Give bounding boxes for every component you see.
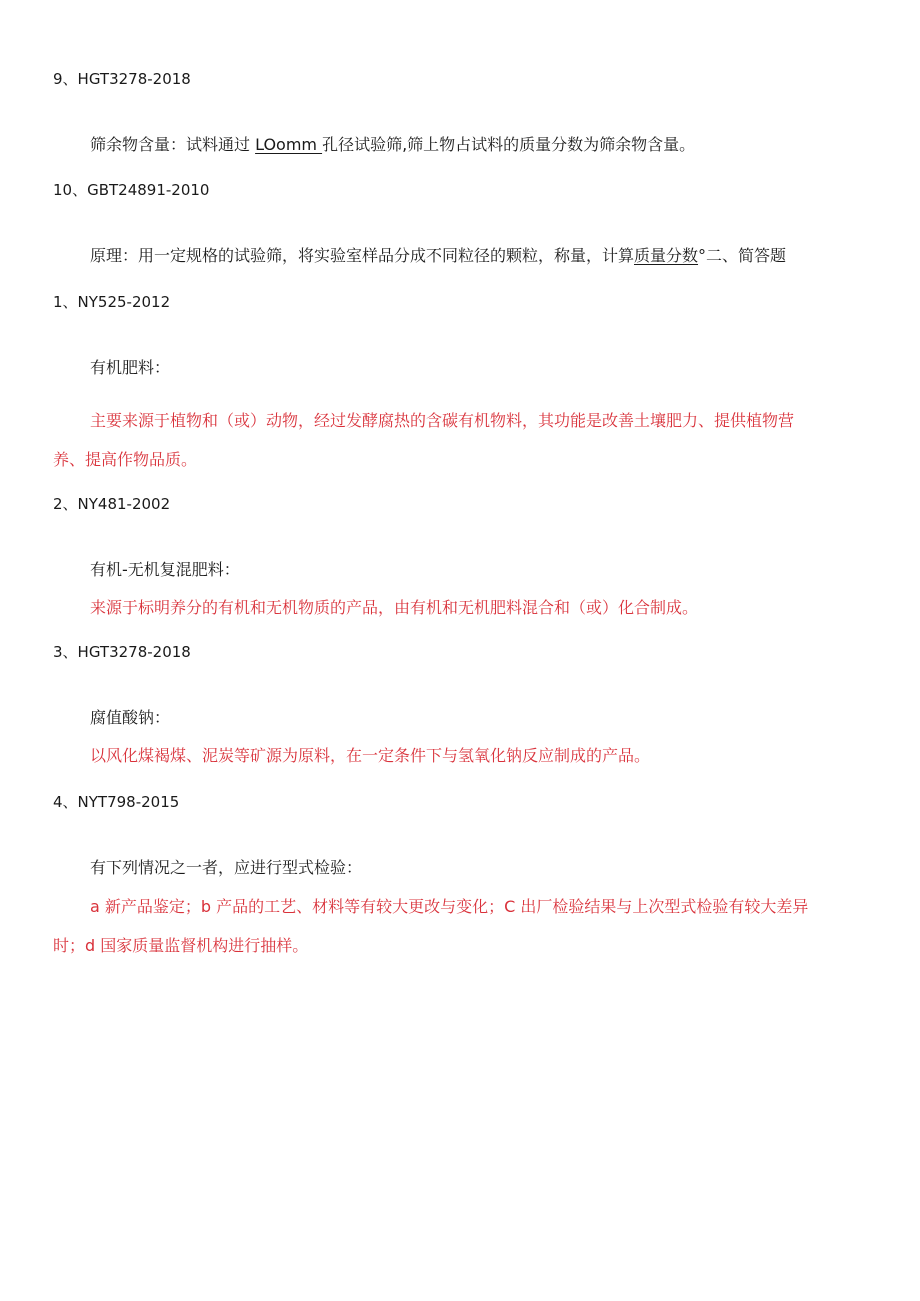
section-10-heading: 10、GBT24891-2010 [53,181,210,199]
question-1-heading: 1、NY525-2012 [53,293,171,311]
question-2-answer-line-1: 来源于标明养分的有机和无机物质的产品，由有机和无机肥料混合和（或）化合制成。 [90,598,699,617]
section-9-definition [90,134,695,156]
section-9-underlined: LOomm [255,135,323,154]
question-3-answer-line-1: 以风化煤褐煤、泥炭等矿源为原料，在一定条件下与氢氧化钠反应制成的产品。 [90,746,651,765]
section-9-text-a: 筛余物含量：试料通过 [90,135,256,154]
question-2-term: 有机-无机复混肥料： [90,560,240,579]
question-4-answer-line-1: a 新产品鉴定；b 产品的工艺、材料等有较大更改与变化；C 出厂检验结果与上次型式检验有较大差异 [90,897,809,916]
question-1-answer-line-1: 主要来源于植物和（或）动物，经过发酵腐热的含碳有机物料，其功能是改善土壤肥力、提供植物营 [90,411,795,430]
question-2-heading: 2、NY481-2002 [53,495,171,513]
question-4-term: 有下列情况之一者，应进行型式检验： [90,858,363,877]
question-3-heading: 3、HGT3278-2018 [53,643,191,661]
section-10-text-b: °二、简答题 [698,246,787,265]
section-9-text-b: 孔径试验筛,筛上物占试料的质量分数为筛余物含量。 [322,135,696,154]
section-9-heading: 9、HGT3278-2018 [53,70,191,88]
question-1-answer-line-2: 养、提高作物品质。 [53,450,198,469]
question-4-answer-line-2: 时；d 国家质量监督机构进行抽样。 [53,936,309,955]
question-1-term: 有机肥料： [90,358,171,377]
question-4-heading: 4、NYT798-2015 [53,793,180,811]
section-10-text-a: 原理：用一定规格的试验筛，将实验室样品分成不同粒径的颗粒，称量，计算 [90,246,635,265]
section-10-underlined: 质量分数 [634,246,699,265]
question-3-term: 腐值酸钠： [90,708,171,727]
section-10-principle [90,245,786,267]
